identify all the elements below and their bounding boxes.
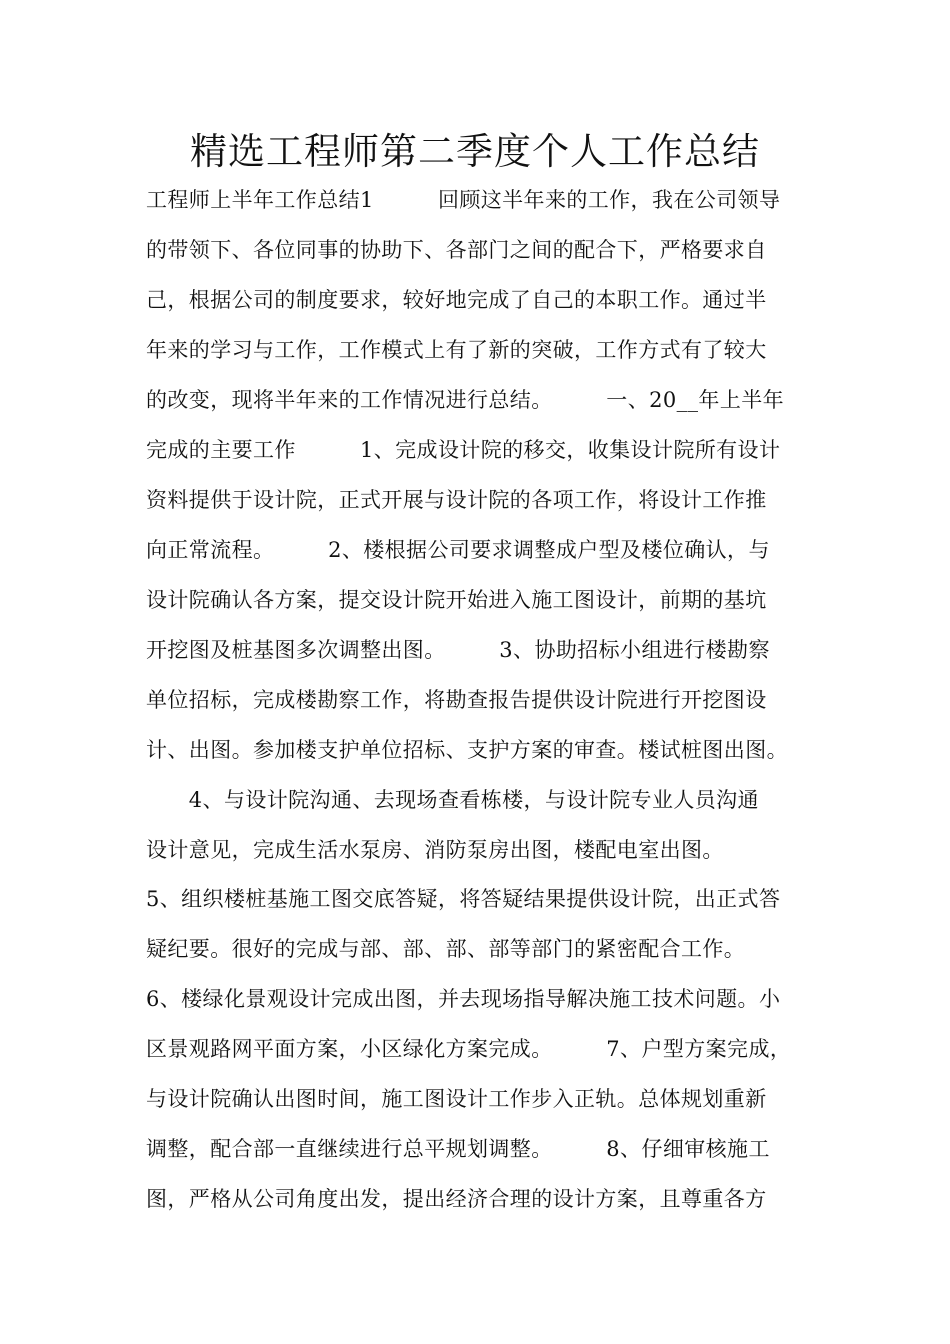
paragraph-line: 疑纪要。很好的完成与部、部、部、部等部门的紧密配合工作。 — [146, 937, 746, 961]
paragraph-line: 完成的主要工作 1、完成设计院的移交，收集设计院所有设计 — [146, 438, 781, 462]
paragraph-line: 与设计院确认出图时间，施工图设计工作步入正轨。总体规划重新 — [146, 1087, 767, 1111]
paragraph-line: 年来的学习与工作，工作模式上有了新的突破，工作方式有了较大 — [146, 338, 767, 362]
paragraph-line: 资料提供于设计院，正式开展与设计院的各项工作，将设计工作推 — [146, 488, 767, 512]
paragraph-line: 己，根据公司的制度要求，较好地完成了自己的本职工作。通过半 — [146, 288, 767, 312]
document-title: 精选工程师第二季度个人工作总结 — [190, 130, 760, 173]
paragraph-line: 4、与设计院沟通、去现场查看栋楼，与设计院专业人员沟通 — [146, 788, 759, 812]
paragraph-line: 向正常流程。 2、楼根据公司要求调整成户型及楼位确认，与 — [146, 538, 770, 562]
paragraph-line: 设计院确认各方案，提交设计院开始进入施工图设计，前期的基坑 — [146, 588, 767, 612]
paragraph-line: 区景观路网平面方案，小区绿化方案完成。 7、户型方案完成， — [146, 1037, 792, 1061]
paragraph-line: 的改变，现将半年来的工作情况进行总结。 一、20__年上半年 — [146, 388, 785, 412]
paragraph-line: 开挖图及桩基图多次调整出图。 3、协助招标小组进行楼勘察 — [146, 638, 770, 662]
paragraph-line: 单位招标，完成楼勘察工作，将勘查报告提供设计院进行开挖图设 — [146, 688, 767, 712]
paragraph-line: 工程师上半年工作总结1 回顾这半年来的工作，我在公司领导 — [146, 188, 781, 212]
paragraph-line: 6、楼绿化景观设计完成出图，并去现场指导解决施工技术问题。小 — [146, 987, 781, 1011]
paragraph-line: 计、出图。参加楼支护单位招标、支护方案的审查。楼试桩图出图。 — [146, 738, 788, 762]
paragraph-line: 图，严格从公司角度出发，提出经济合理的设计方案，且尊重各方 — [146, 1187, 767, 1211]
paragraph-line: 调整，配合部一直继续进行总平规划调整。 8、仔细审核施工 — [146, 1137, 770, 1161]
paragraph-line: 的带领下、各位同事的协助下、各部门之间的配合下，严格要求自 — [146, 238, 767, 262]
paragraph-line: 设计意见，完成生活水泵房、消防泵房出图，楼配电室出图。 — [146, 838, 724, 862]
paragraph-line: 5、组织楼桩基施工图交底答疑，将答疑结果提供设计院，出正式答 — [146, 887, 781, 911]
